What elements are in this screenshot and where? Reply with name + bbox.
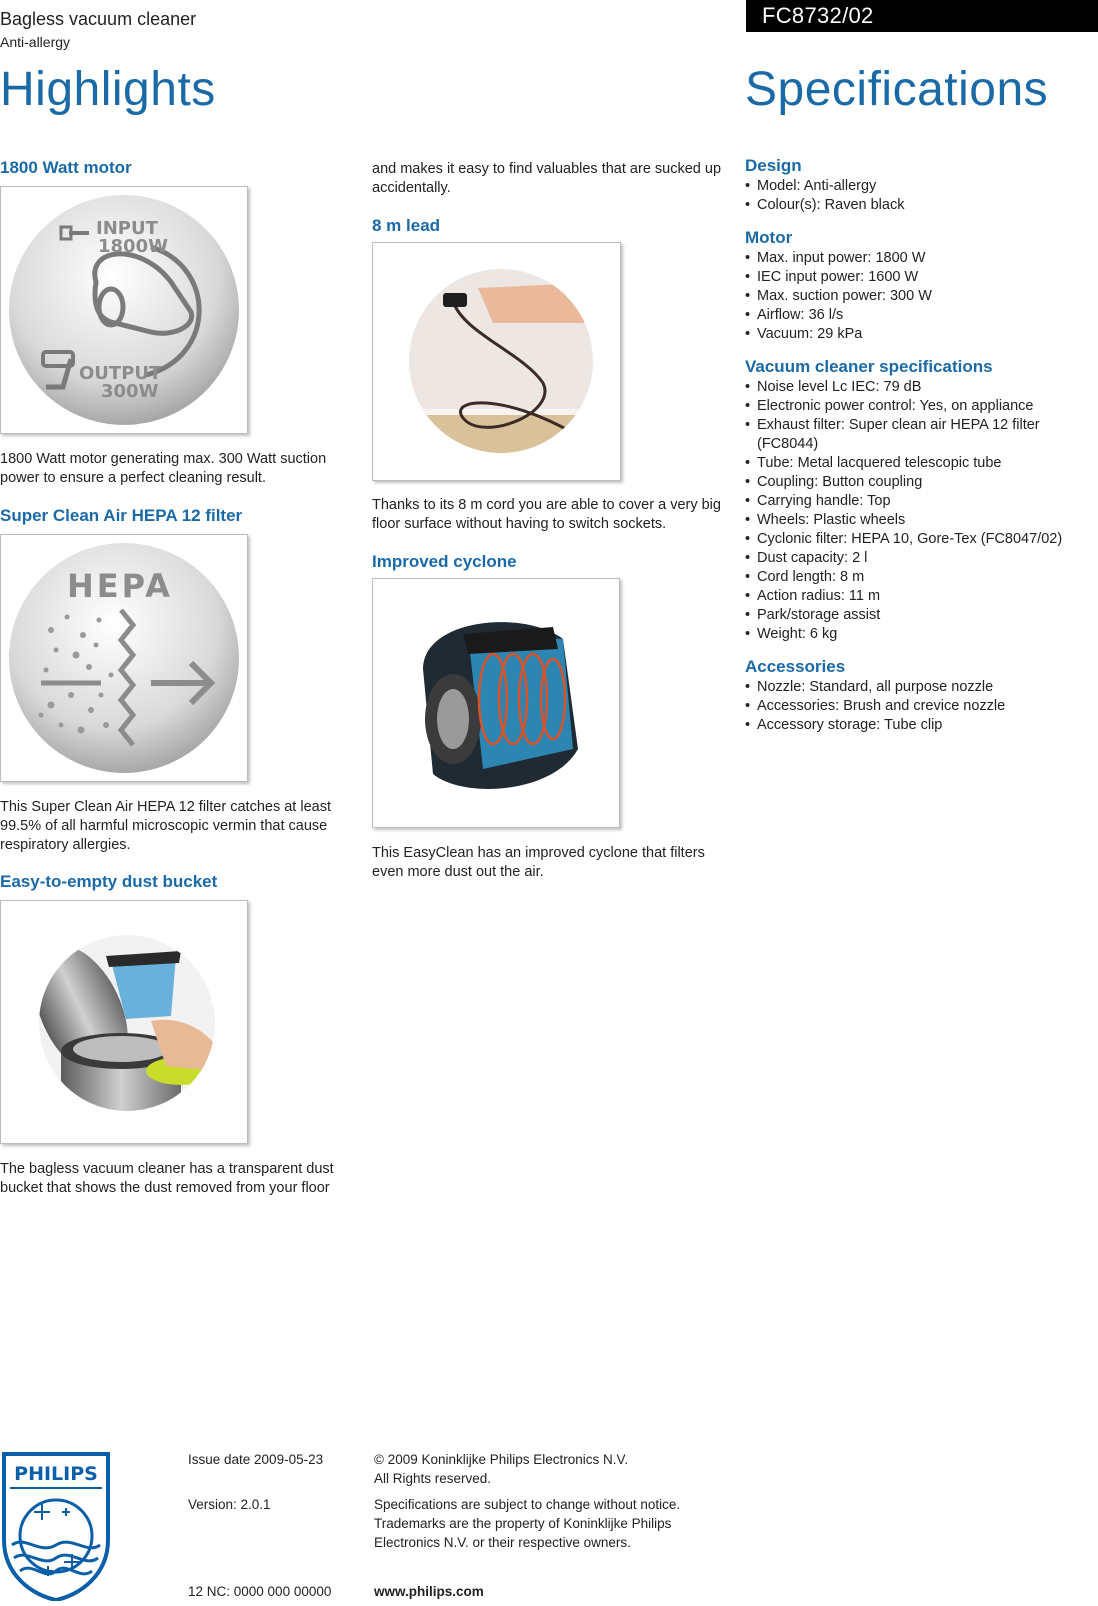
spec-group — [745, 228, 1098, 344]
highlight-text-motor: 1800 Watt motor generating max. 300 Watt suction power to ensure a perfect cleaning result. — [0, 451, 327, 486]
disclaimer-line-1: Specifications are subject to change without notice. — [374, 1497, 681, 1512]
spec-item: • Nozzle: Standard, all purpose nozzle — [745, 678, 1098, 697]
issue-date: Issue date 2009-05-23 — [188, 1452, 324, 1467]
disclaimer-line-2: Trademarks are the property of Koninklijke Philips — [374, 1516, 672, 1531]
power-cord-image — [373, 243, 620, 480]
spec-item: • Model: Anti-allergy — [745, 177, 1098, 196]
spec-group-title: Motor — [745, 228, 793, 247]
product-name: Bagless vacuum cleaner — [0, 9, 197, 29]
dust-bucket-photo — [0, 900, 248, 1144]
motor-power-icon — [1, 187, 247, 433]
highlight-text-hepa: This Super Clean Air HEPA 12 filter catches at least 99.5% of all harmful microscopic vermin that cause respiratory allergies. — [0, 799, 331, 853]
spec-group — [745, 156, 1098, 215]
highlights-title: Highlights — [0, 63, 216, 116]
spec-item: • Weight: 6 kg — [745, 625, 1098, 644]
spec-group-title: Vacuum cleaner specifications — [745, 357, 993, 376]
motor-input-value: 1800W — [98, 236, 168, 257]
version: Version: 2.0.1 — [188, 1497, 271, 1512]
lead-photo — [372, 242, 621, 481]
cyclone-photo — [372, 578, 620, 828]
hepa-filter-icon — [1, 535, 247, 781]
nc-number: 12 NC: 0000 000 00000 — [188, 1584, 332, 1599]
model-number: FC8732/02 — [762, 3, 874, 28]
spec-item-list — [745, 249, 1098, 344]
philips-shield-logo — [0, 1450, 112, 1601]
highlight-text-bucket: The bagless vacuum cleaner has a transparent dust bucket that shows the dust removed from your floor — [0, 1161, 334, 1196]
highlight-heading-bucket: Easy-to-empty dust bucket — [0, 872, 218, 891]
spec-item: • Dust capacity: 2 l — [745, 549, 1098, 568]
spec-item: • Park/storage assist — [745, 606, 1098, 625]
philips-logo-icon — [0, 1450, 112, 1601]
cyclone-image — [373, 579, 619, 827]
spec-group-title: Accessories — [745, 657, 846, 676]
highlight-heading-motor: 1800 Watt motor — [0, 158, 132, 177]
spec-item: • Noise level Lc IEC: 79 dB — [745, 378, 1098, 397]
dust-bucket-image — [1, 901, 247, 1143]
spec-item: • Cyclonic filter: HEPA 10, Gore-Tex (FC8047/02) — [745, 530, 1098, 549]
highlight-heading-cyclone: Improved cyclone — [372, 552, 517, 571]
spec-item: • Coupling: Button coupling — [745, 473, 1098, 492]
disclaimer-line-3: Electronics N.V. or their respective owners. — [374, 1535, 631, 1550]
spec-item: • Accessories: Brush and crevice nozzle — [745, 697, 1098, 716]
highlight-heading-hepa: Super Clean Air HEPA 12 filter — [0, 506, 243, 525]
highlight-text-lead: Thanks to its 8 m cord you are able to cover a very big floor surface without having to switch sockets. — [372, 497, 721, 532]
motor-output-label: OUTPUT — [79, 363, 162, 384]
spec-item: • Airflow: 36 l/s — [745, 306, 1098, 325]
highlight-text-bucket-continued: and makes it easy to find valuables that are sucked up accidentally. — [372, 161, 722, 196]
copyright: © 2009 Koninklijke Philips Electronics N.V. — [374, 1452, 629, 1467]
spec-group — [745, 357, 1098, 644]
spec-item: • Action radius: 11 m — [745, 587, 1098, 606]
spec-item: • IEC input power: 1600 W — [745, 268, 1098, 287]
specifications-list — [745, 156, 1098, 748]
spec-item-list — [745, 177, 1098, 215]
spec-item-list — [745, 678, 1098, 735]
product-subtitle: Anti-allergy — [0, 34, 71, 50]
brand-wordmark: PHILIPS — [14, 1463, 98, 1485]
hepa-icon-image — [0, 534, 248, 782]
motor-input-label: INPUT — [96, 218, 158, 239]
spec-item: • Max. suction power: 300 W — [745, 287, 1098, 306]
spec-item: • Exhaust filter: Super clean air HEPA 12 filter (FC8044) — [745, 416, 1098, 454]
specifications-title: Specifications — [745, 63, 1049, 116]
spec-item: • Tube: Metal lacquered telescopic tube — [745, 454, 1098, 473]
spec-item: • Colour(s): Raven black — [745, 196, 1098, 215]
rights-reserved: All Rights reserved. — [374, 1471, 492, 1486]
spec-group-title: Design — [745, 156, 802, 175]
model-bar — [746, 0, 1098, 32]
spec-item: • Electronic power control: Yes, on appliance — [745, 397, 1098, 416]
spec-item-list — [745, 378, 1098, 644]
website-link[interactable]: www.philips.com — [374, 1584, 484, 1599]
highlight-text-cyclone: This EasyClean has an improved cyclone that filters even more dust out the air. — [372, 845, 705, 880]
highlight-heading-lead: 8 m lead — [372, 216, 441, 235]
spec-item: • Accessory storage: Tube clip — [745, 716, 1098, 735]
spec-item: • Vacuum: 29 kPa — [745, 325, 1098, 344]
spec-item: • Max. input power: 1800 W — [745, 249, 1098, 268]
spec-item: • Carrying handle: Top — [745, 492, 1098, 511]
spec-group — [745, 657, 1098, 735]
spec-item: • Wheels: Plastic wheels — [745, 511, 1098, 530]
spec-item: • Cord length: 8 m — [745, 568, 1098, 587]
motor-icon-image — [0, 186, 248, 434]
hepa-label: HEPA — [67, 567, 173, 605]
motor-output-value: 300W — [101, 381, 159, 402]
